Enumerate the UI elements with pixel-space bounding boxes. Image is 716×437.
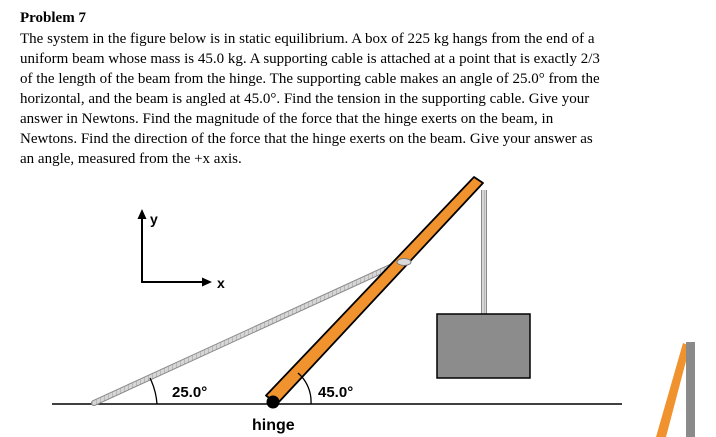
hanging-box bbox=[437, 314, 530, 378]
statement-line: of the length of the beam from the hinge. The supporting cable makes an angle of 25.0° from the bbox=[20, 71, 600, 87]
thumbnail-rope bbox=[686, 342, 695, 437]
thumbnail-beam bbox=[656, 343, 690, 437]
hinge-pivot bbox=[267, 396, 280, 409]
x-arrowhead bbox=[202, 278, 212, 287]
statement-line: Newtons. Find the direction of the force that the hinge exerts on the beam. Give your answer as bbox=[20, 131, 593, 147]
y-axis-label: y bbox=[150, 211, 158, 227]
x-axis-label: x bbox=[217, 275, 225, 291]
cable-angle-label: 25.0° bbox=[172, 384, 208, 401]
statement-line: an angle, measured from the +x axis. bbox=[20, 151, 242, 167]
cable-angle-arc bbox=[150, 378, 157, 404]
statement-line: horizontal, and the beam is angled at 45.0°. Find the tension in the supporting cable. Give your bbox=[20, 91, 590, 107]
edge-thumbnail bbox=[656, 342, 695, 437]
statement-line: The system in the figure below is in static equilibrium. A box of 225 kg hangs from the end of a bbox=[20, 31, 595, 47]
y-arrowhead bbox=[138, 209, 147, 219]
statement-line: answer in Newtons. Find the magnitude of the force that the hinge exerts on the beam, in bbox=[20, 111, 554, 127]
problem-title: Problem 7 bbox=[20, 10, 86, 26]
hinge-label: hinge bbox=[252, 417, 295, 434]
cable-attachment bbox=[397, 259, 411, 266]
statement-line: uniform beam whose mass is 45.0 kg. A supporting cable is attached at a point that is exactly 2/3 bbox=[20, 51, 600, 67]
beam-angle-label: 45.0° bbox=[318, 384, 354, 401]
coordinate-axes bbox=[138, 209, 226, 291]
